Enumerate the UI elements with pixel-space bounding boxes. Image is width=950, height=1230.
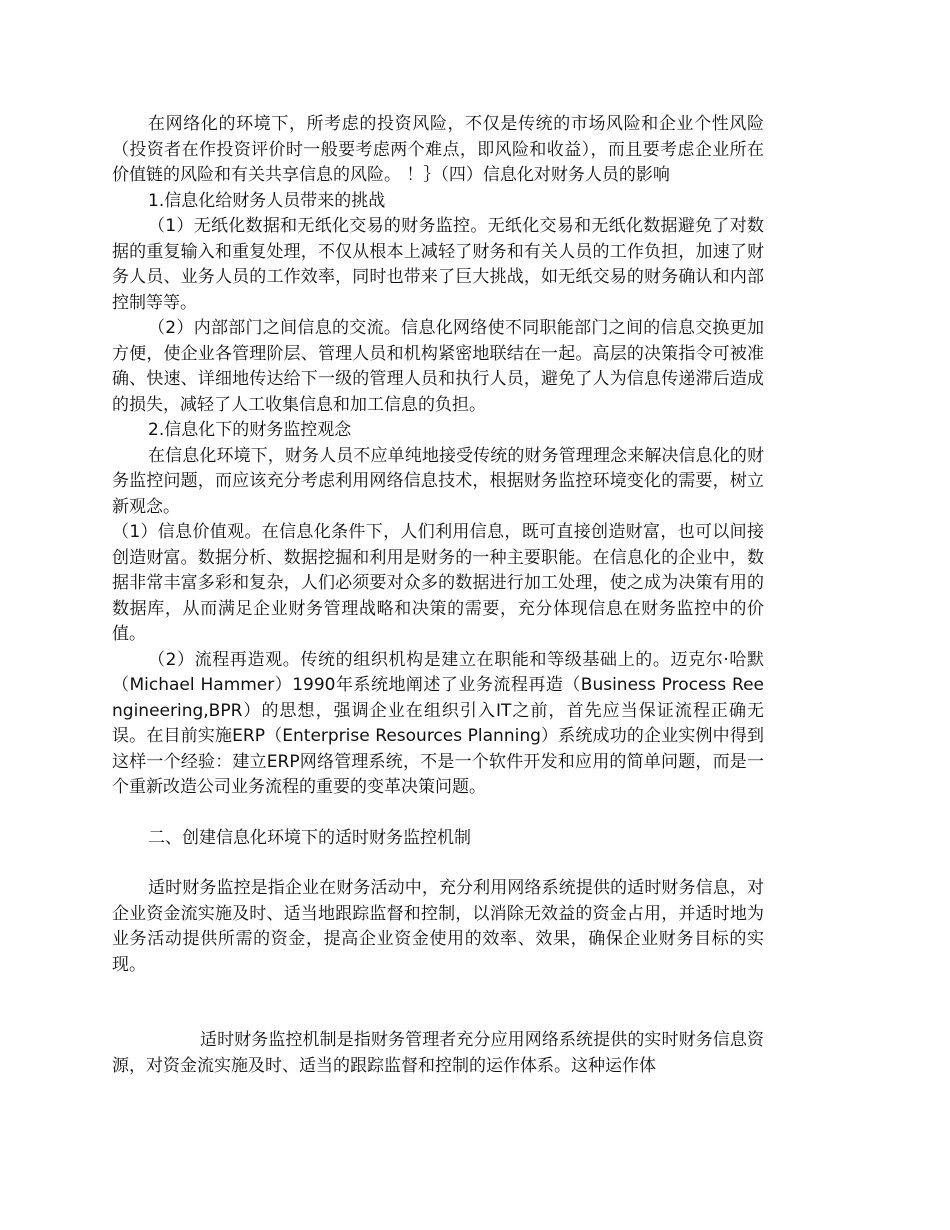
heading-monitoring-concepts: 2.信息化下的财务监控观念 bbox=[148, 420, 352, 440]
paragraph-investment-risk: 在网络化的环境下，所考虑的投资风险，不仅是传统的市场风险和企业个性风险（投资者在作投资评价时一般要考虑两个难点，即风险和收益），而且要考虑企业所在价值链的风险和有关共享信息的风险。 ！｝（四）信息化对财务人员的影响 bbox=[112, 114, 764, 185]
section-heading-realtime-monitoring: 二、创建信息化环境下的适时财务监控机制 bbox=[148, 827, 471, 848]
spacer bbox=[112, 978, 764, 1028]
heading-challenges: 1.信息化给财务人员带来的挑战 bbox=[148, 190, 386, 211]
spacer bbox=[112, 851, 764, 876]
paragraph-process-reengineering: （2）流程再造观。传统的组织机构是建立在职能和等级基础上的。迈克尔·哈默（Michael Hammer）1990年系统地阐述了业务流程再造（Business Process Reengineering,BPR）的思想，强调企业在组织引入IT之前，首先应当保证流程正确无误。在目前实施ERP（Enterprise Resources Planning）系统成功的企业实例中得到这样一个经验：建立ERP网络管理系统，不是一个软件开发和应用的简单问题，而是一个重新改造公司业务流程的重要的变革决策问题。 bbox=[112, 649, 764, 797]
paragraph-realtime-mechanism: 适时财务监控机制是指财务管理者充分应用网络系统提供的实时财务信息资源，对资金流实施及时、适当的跟踪监督和控制的运作体系。这种运作体 bbox=[112, 1030, 764, 1076]
paragraph-new-concepts: 在信息化环境下，财务人员不应单纯地接受传统的财务管理理念来解决信息化的财务监控问题，而应该充分考虑利用网络信息技术，根据财务监控环境变化的需要，树立新观念。 bbox=[112, 445, 764, 517]
document-page bbox=[112, 112, 764, 1079]
spacer bbox=[112, 801, 764, 826]
paragraph-information-value: （1）信息价值观。在信息化条件下，人们利用信息，既可直接创造财富，也可以间接创造财富。数据分析、数据挖掘和利用是财务的一种主要职能。在信息化的企业中，数据非常丰富多彩和复杂，人们必须要对众多的数据进行加工处理，使之成为决策有用的数据库，从而满足企业财务管理战略和决策的需要，充分体现信息在财务监控中的价值。 bbox=[112, 522, 764, 644]
paragraph-paperless-monitoring: （1）无纸化数据和无纸化交易的财务监控。无纸化交易和无纸化数据避免了对数据的重复输入和重复处理，不仅从根本上减轻了财务和有关人员的工作负担，加速了财务人员、业务人员的工作效率，同时也带来了巨大挑战，如无纸交易的财务确认和内部控制等等。 bbox=[112, 216, 764, 313]
paragraph-realtime-definition: 适时财务监控是指企业在财务活动中，充分利用网络系统提供的适时财务信息，对企业资金流实施及时、适当地跟踪监督和控制，以消除无效益的资金占用，并适时地为业务活动提供所需的资金，提高企业资金使用的效率、效果，确保企业财务目标的实现。 bbox=[112, 878, 764, 975]
paragraph-internal-communication: （2）内部部门之间信息的交流。信息化网络使不同职能部门之间的信息交换更加方便，使企业各管理阶层、管理人员和机构紧密地联结在一起。高层的决策指令可被准确、快速、详细地传达给下一级的管理人员和执行人员，避免了人为信息传递滞后造成的损失，减轻了人工收集信息和加工信息的负担。 bbox=[112, 318, 764, 415]
